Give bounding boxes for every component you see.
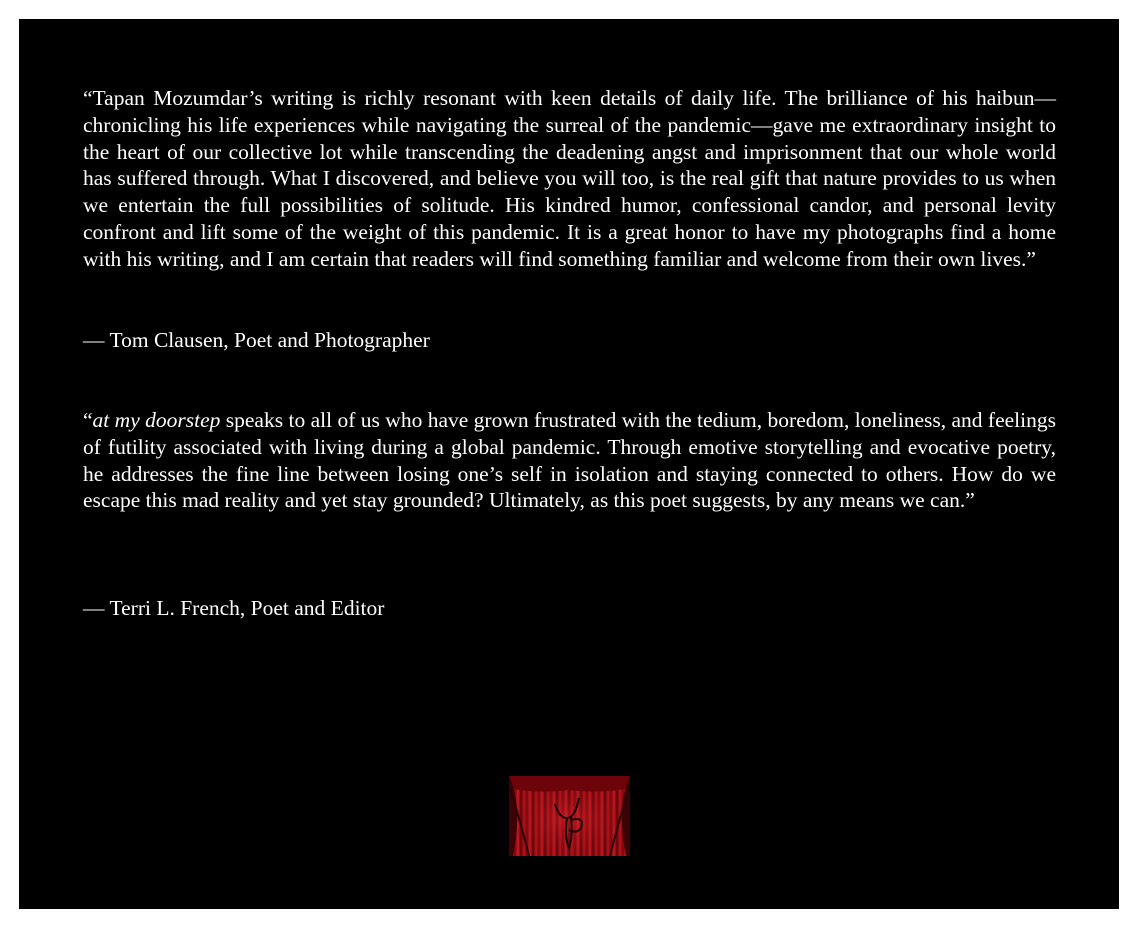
quote-open-mark: “ xyxy=(83,86,93,110)
quote-terri-french xyxy=(83,407,1056,514)
quote-text: speaks to all of us who have grown frustrated with the tedium, boredom, loneliness, and feelings of futility associated with living during a global pandemic. Through emotive storytelling and evocative poetry, he addresses the fine line between losing one’s self in isolation and staying connected to others. How do we escape this mad reality and yet stay grounded? Ultimately, as this poet suggests, by any means we can.” xyxy=(83,408,1056,513)
book-page xyxy=(19,19,1119,909)
attribution-tom-clausen: — Tom Clausen, Poet and Photographer xyxy=(83,328,430,352)
book-title-italic: at my doorstep xyxy=(92,408,221,432)
quote-text: Tapan Mozumdar’s writing is richly resonant with keen details of daily life. The brilliance of his haibun—chronicling his life experiences while navigating the surreal of the pandemic—gave me extraordinary insight to the heart of our collective lot while transcending the deadening angst and imprisonment that our whole world has suffered through. What I discovered, and believe you will too, is the real gift that nature provides to us when we entertain the full possibilities of solitude. His kindred humor, confessional candor, and personal levity confront and lift some of the weight of this pandemic. It is a great honor to have my photographs find a home with his writing, and I am certain that readers will find something familiar and welcome from their own lives.” xyxy=(83,86,1056,271)
attribution-terri-french: — Terri L. French, Poet and Editor xyxy=(83,596,385,620)
theater-curtain-monogram-logo xyxy=(509,776,630,856)
quote-open-mark: “ xyxy=(83,408,93,432)
quote-tom-clausen xyxy=(83,85,1056,273)
